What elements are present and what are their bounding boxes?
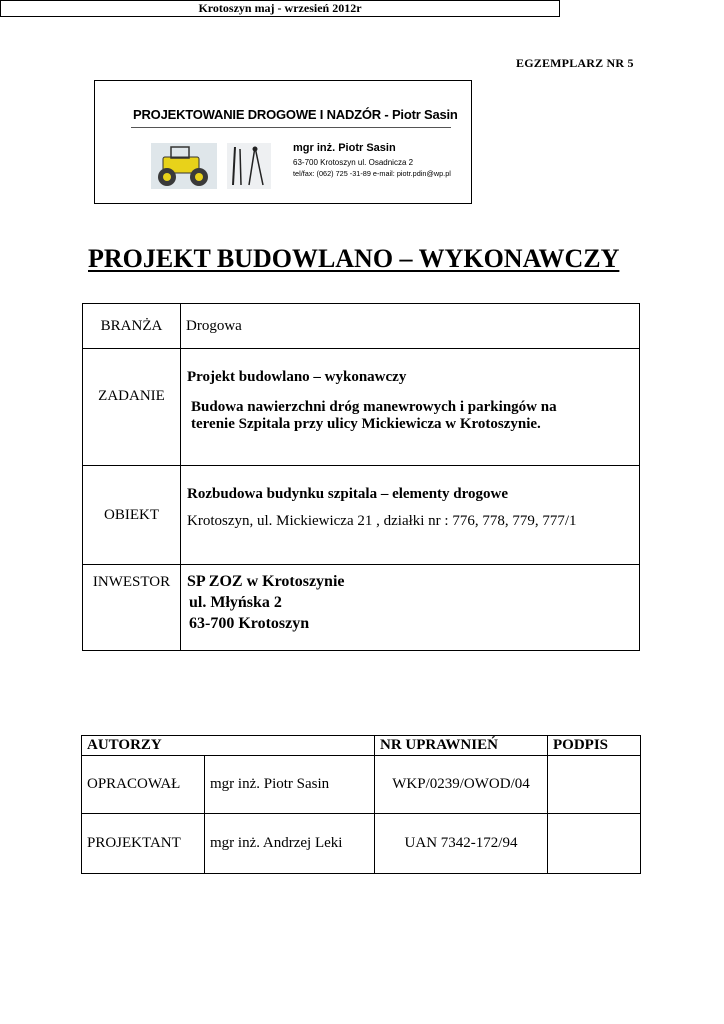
zadanie-desc-1: Budowa nawierzchni dróg manewrowych i parkingów na: [191, 399, 557, 415]
branza-value: Drogowa: [181, 304, 640, 349]
company-address: 63-700 Krotoszyn ul. Osadnicza 2: [293, 158, 414, 167]
authors-table: [81, 735, 641, 874]
author-row: [82, 756, 641, 814]
author-row: [82, 814, 641, 874]
row-inwestor: [83, 565, 640, 651]
header-podpis: PODPIS: [548, 736, 641, 756]
author-signature: [548, 756, 641, 814]
author-role: OPRACOWAŁ: [82, 756, 205, 814]
company-logo-box: [94, 80, 472, 204]
obiekt-value: [181, 466, 640, 565]
author-name: mgr inż. Piotr Sasin: [205, 756, 375, 814]
inwestor-value: [181, 565, 640, 651]
obiekt-address: Krotoszyn, ul. Mickiewicza 21 , działki nr : 776, 778, 779, 777/1: [187, 513, 577, 529]
author-signature: [548, 814, 641, 874]
obiekt-name: Rozbudowa budynku szpitala – elementy drogowe: [187, 486, 509, 502]
header-nr-uprawnien: NR UPRAWNIEŃ: [375, 736, 548, 756]
obiekt-label: OBIEKT: [83, 466, 181, 565]
author-license: UAN 7342-172/94: [375, 814, 548, 874]
copy-number: EGZEMPLARZ NR 5: [516, 56, 634, 70]
zadanie-desc-2: terenie Szpitala przy ulicy Mickiewicza w Krotoszynie.: [191, 416, 541, 432]
inwestor-city: 63-700 Krotoszyn: [189, 615, 310, 632]
engineer-name: mgr inż. Piotr Sasin: [293, 142, 396, 154]
author-license: WKP/0239/OWOD/04: [375, 756, 548, 814]
authors-header-row: [82, 736, 641, 756]
place-date-footer: Krotoszyn maj - wrzesień 2012r: [0, 0, 560, 17]
row-zadanie: [83, 349, 640, 466]
zadanie-value: [181, 349, 640, 466]
project-info-table: [82, 303, 640, 651]
inwestor-label: INWESTOR: [83, 565, 181, 651]
author-name: mgr inż. Andrzej Leki: [205, 814, 375, 874]
inwestor-street: ul. Młyńska 2: [189, 594, 282, 611]
drafting-tools-icon: [227, 143, 271, 189]
zadanie-type: Projekt budowlano – wykonawczy: [187, 369, 407, 385]
document-title: PROJEKT BUDOWLANO – WYKONAWCZY: [88, 244, 620, 273]
company-contact: [293, 142, 451, 178]
road-roller-icon: [151, 143, 217, 189]
author-role: PROJEKTANT: [82, 814, 205, 874]
zadanie-label: ZADANIE: [83, 349, 181, 466]
branza-label: BRANŻA: [83, 304, 181, 349]
logo-divider: [131, 127, 451, 128]
inwestor-name: SP ZOZ w Krotoszynie: [187, 573, 345, 590]
row-obiekt: [83, 466, 640, 565]
row-branza: [83, 304, 640, 349]
company-phone-email: tel/fax: (062) 725 -31-89 e-mail: piotr.pdin@wp.pl: [293, 169, 451, 178]
header-autorzy: AUTORZY: [82, 736, 375, 756]
company-name: PROJEKTOWANIE DROGOWE I NADZÓR - Piotr Sasin: [133, 107, 458, 122]
